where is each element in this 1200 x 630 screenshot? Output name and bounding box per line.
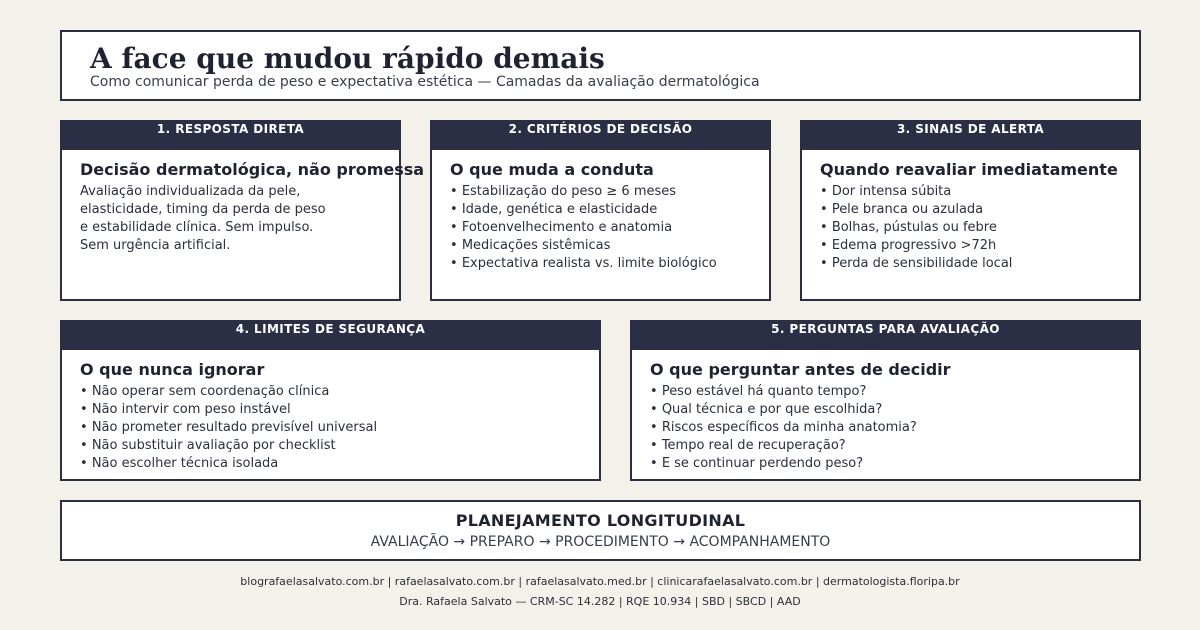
longitudinal-plan-box	[60, 500, 1141, 561]
card-label: 5. PERGUNTAS PARA AVALIAÇÃO	[632, 322, 1139, 350]
list-item: • Edema progressivo >72h	[820, 237, 1121, 255]
list-item: • Idade, genética e elasticidade	[450, 201, 751, 219]
card-body	[62, 150, 425, 255]
list-item: • Pele branca ou azulada	[820, 201, 1121, 219]
warning-list	[820, 183, 1121, 273]
footer	[0, 572, 1200, 612]
card-warning-signs	[800, 120, 1141, 301]
list-item: • Riscos específicos da minha anatomia?	[650, 419, 1121, 437]
card-body	[632, 350, 1139, 473]
card-body	[802, 150, 1139, 273]
list-item: • Não substituir avaliação por checklist	[80, 437, 581, 455]
card-direct-answer	[60, 120, 425, 301]
list-item: • Tempo real de recuperação?	[650, 437, 1121, 455]
card-title: O que nunca ignorar	[80, 360, 265, 379]
card-title: O que muda a conduta	[450, 160, 654, 179]
limits-list	[80, 383, 581, 473]
page-title: A face que mudou rápido demais	[90, 42, 605, 75]
card-label: 1. RESPOSTA DIRETA	[62, 122, 399, 150]
card-title: Quando reavaliar imediatamente	[820, 160, 1118, 179]
criteria-list	[450, 183, 751, 273]
card-label: 3. SINAIS DE ALERTA	[802, 122, 1139, 150]
questions-list	[650, 383, 1121, 473]
list-item: • Expectativa realista vs. limite biológico	[450, 255, 751, 273]
list-item: • Bolhas, pústulas ou febre	[820, 219, 1121, 237]
footer-credentials: Dra. Rafaela Salvato — CRM-SC 14.282 | RQE 10.934 | SBD | SBCD | AAD	[399, 595, 801, 608]
list-item: • Perda de sensibilidade local	[820, 255, 1121, 273]
list-item: • Peso estável há quanto tempo?	[650, 383, 1121, 401]
plan-title: PLANEJAMENTO LONGITUDINAL	[455, 511, 746, 530]
list-item: • Não escolher técnica isolada	[80, 455, 581, 473]
card-body	[432, 150, 769, 273]
footer-links: blografaelasalvato.com.br | rafaelasalvato.com.br | rafaelasalvato.med.br | clinicarafaelasalvato.com.br | dermatologista.floripa.br	[240, 575, 960, 588]
card-title: Decisão dermatológica, não promessa	[80, 160, 425, 179]
card-label: 2. CRITÉRIOS DE DECISÃO	[432, 122, 769, 150]
list-item: • Estabilização do peso ≥ 6 meses	[450, 183, 751, 201]
list-item: • Fotoenvelhecimento e anatomia	[450, 219, 751, 237]
card-safety-limits	[60, 320, 601, 481]
page-subtitle: Como comunicar perda de peso e expectativa estética — Camadas da avaliação dermatológica	[90, 74, 760, 90]
header-box	[60, 30, 1141, 101]
list-item: • Dor intensa súbita	[820, 183, 1121, 201]
plan-flow: AVALIAÇÃO → PREPARO → PROCEDIMENTO → ACOMPANHAMENTO	[370, 534, 831, 550]
card-evaluation-questions	[630, 320, 1141, 481]
list-item: • Qual técnica e por que escolhida?	[650, 401, 1121, 419]
card-text: Avaliação individualizada da pele, elasticidade, timing da perda de peso e estabilidade clínica. Sem impulso. Sem urgência artificial.	[80, 184, 326, 253]
list-item: • Não intervir com peso instável	[80, 401, 581, 419]
list-item: • Não operar sem coordenação clínica	[80, 383, 581, 401]
list-item: • Não prometer resultado previsível universal	[80, 419, 581, 437]
list-item: • E se continuar perdendo peso?	[650, 455, 1121, 473]
card-title: O que perguntar antes de decidir	[650, 360, 951, 379]
card-decision-criteria	[430, 120, 771, 301]
list-item: • Medicações sistêmicas	[450, 237, 751, 255]
card-label: 4. LIMITES DE SEGURANÇA	[62, 322, 599, 350]
card-body	[62, 350, 599, 473]
